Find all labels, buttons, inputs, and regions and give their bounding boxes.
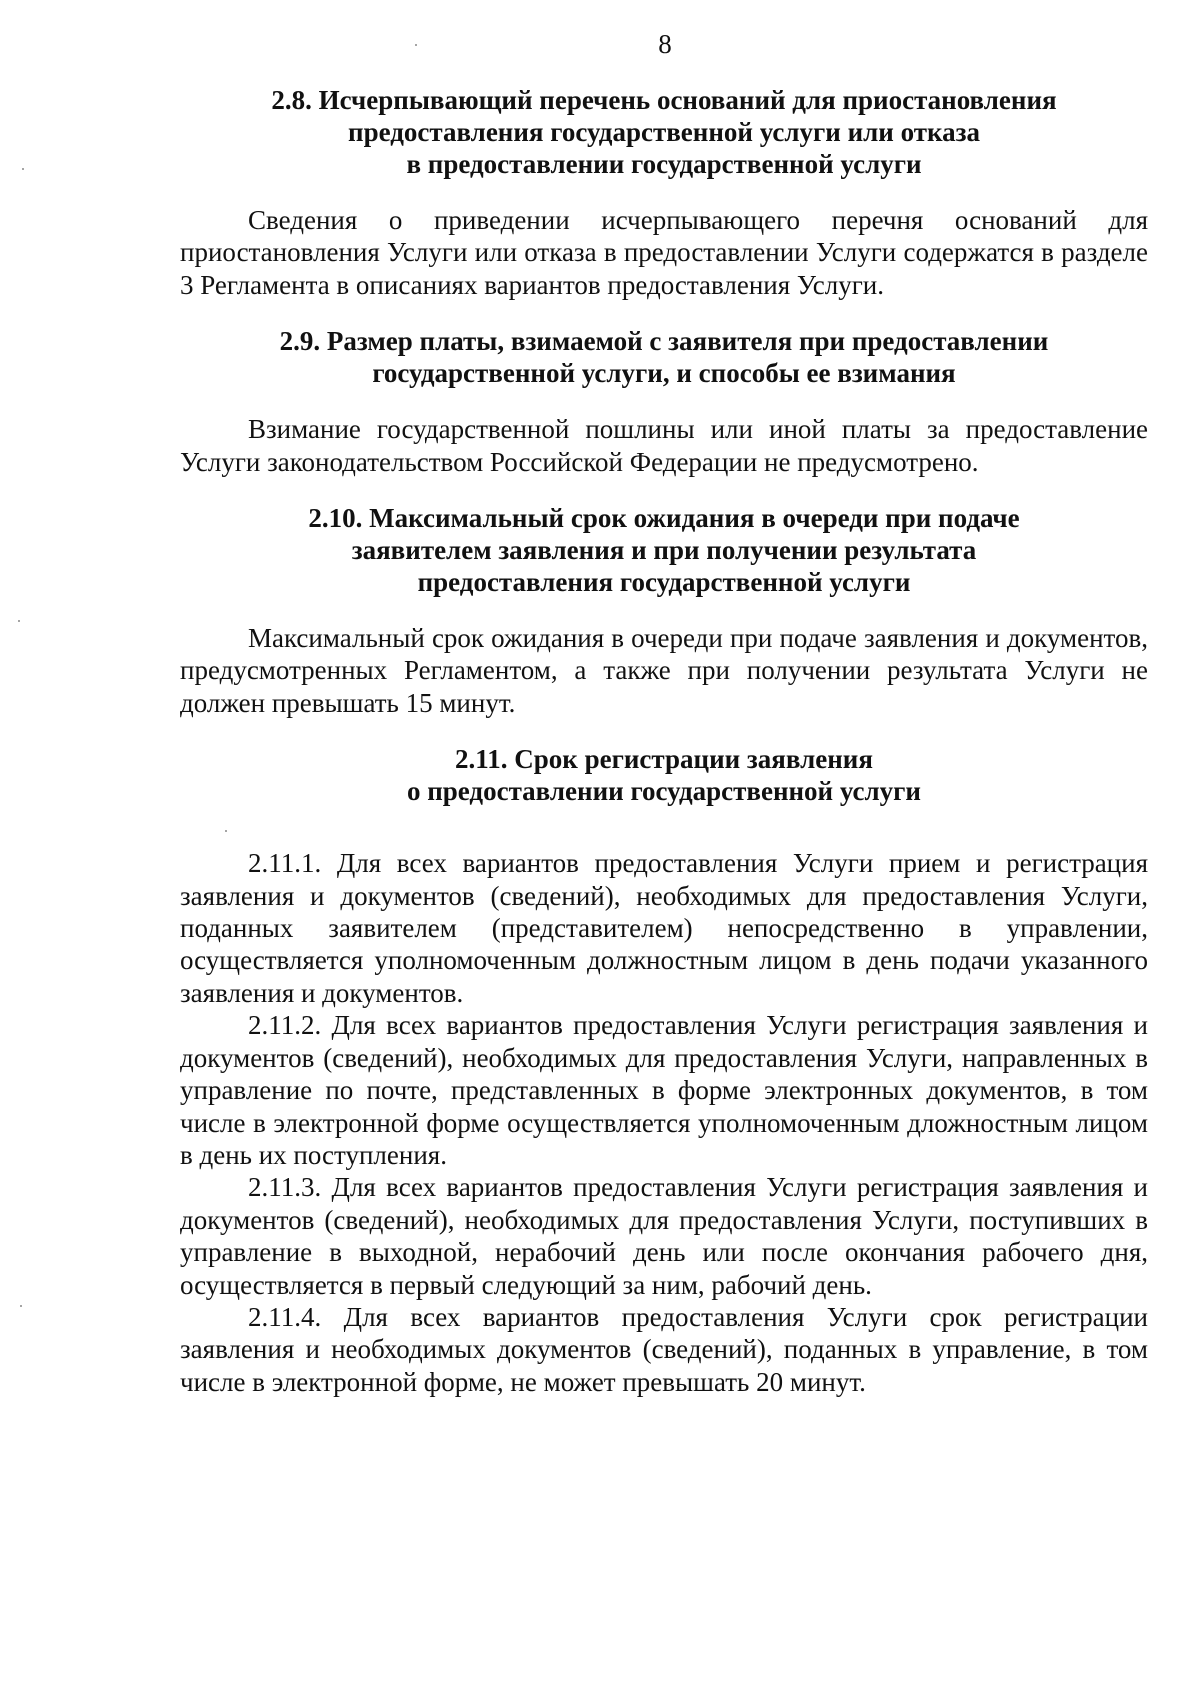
scan-speck [22,168,24,170]
section-title-line: о предоставлении государственной услуги [406,776,921,807]
section-title-line: предоставления государственной услуги или отказа [348,117,980,147]
scan-speck [225,830,227,832]
scan-speck [20,1305,22,1307]
section-paragraph: Сведения о приведении исчерпывающего перечня оснований для приостановления Услуги или отказа в предоставлении Услуги содержатся в разделе 3 Регламента в описаниях вариантов предоставления Услуги. [180,205,1148,300]
section-title-line: заявителем заявления и при получении результата [351,535,977,566]
section-paragraph: Максимальный срок ожидания в очереди при подаче заявления и документов, предусмотренных Регламентом, а также при получении результата Услуги не должен превышать 15 минут. [180,623,1148,718]
section-title-line: государственной услуги, и способы ее взимания [372,358,956,389]
section-paragraph: 2.11.3. Для всех вариантов предоставления Услуги регистрация заявления и документов (сведений), необходимых для предоставления Услуги, поступивших в управление в выходной, нерабочий день или после окончания рабочего дня, осуществляется в первый следующий за ним, рабочий день. [180,1172,1148,1300]
section-title [180,84,1148,180]
section-title-line: 2.9. Размер платы, взимаемой с заявителя при предоставлении [279,326,1049,357]
section-paragraph: 2.11.4. Для всех вариантов предоставления Услуги срок регистрации заявления и необходимых документов (сведений), поданных в управление, в том числе в электронной форме, не может превышать 20 минут. [180,1301,1148,1397]
section-paragraph: 2.11.1. Для всех вариантов предоставления Услуги прием и регистрация заявления и документов (сведений), необходимых для предоставления Услуги, поданных заявителем (представителем) непосредственно в управлении, осуществляется уполномоченным должностным лицом в день подачи указанного заявления и документов. [180,848,1148,1008]
scan-speck [415,44,417,46]
section-2-10 [180,502,1148,719]
scan-speck [18,620,20,622]
document-content [180,84,1148,1398]
section-title [180,325,1148,389]
section-title [180,743,1148,807]
section-title-line: в предоставлении государственной услуги [406,149,922,179]
section-2-9 [180,325,1148,478]
section-title-line: 2.11. Срок регистрации заявления [455,744,873,775]
section-2-8 [180,84,1148,301]
section-title-line: предоставления государственной услуги [417,567,911,598]
section-2-11 [180,743,1148,1398]
section-paragraph: Взимание государственной пошлины или иной платы за предоставление Услуги законодательством Российской Федерации не предусмотрено. [180,414,1148,477]
section-title [180,502,1148,598]
section-title-line: 2.10. Максимальный срок ожидания в очереди при подаче [308,503,1020,534]
section-paragraph: 2.11.2. Для всех вариантов предоставления Услуги регистрация заявления и документов (сведений), необходимых для предоставления Услуги, направленных в управление по почте, представленных в форме электронных документов, в том числе в электронной форме осуществляется уполномоченным дложностным лицом в день их поступления. [180,1010,1148,1170]
page-number: 8 [658,29,672,59]
section-title-line: 2.8. Исчерпывающий перечень оснований для приостановления [271,85,1057,115]
